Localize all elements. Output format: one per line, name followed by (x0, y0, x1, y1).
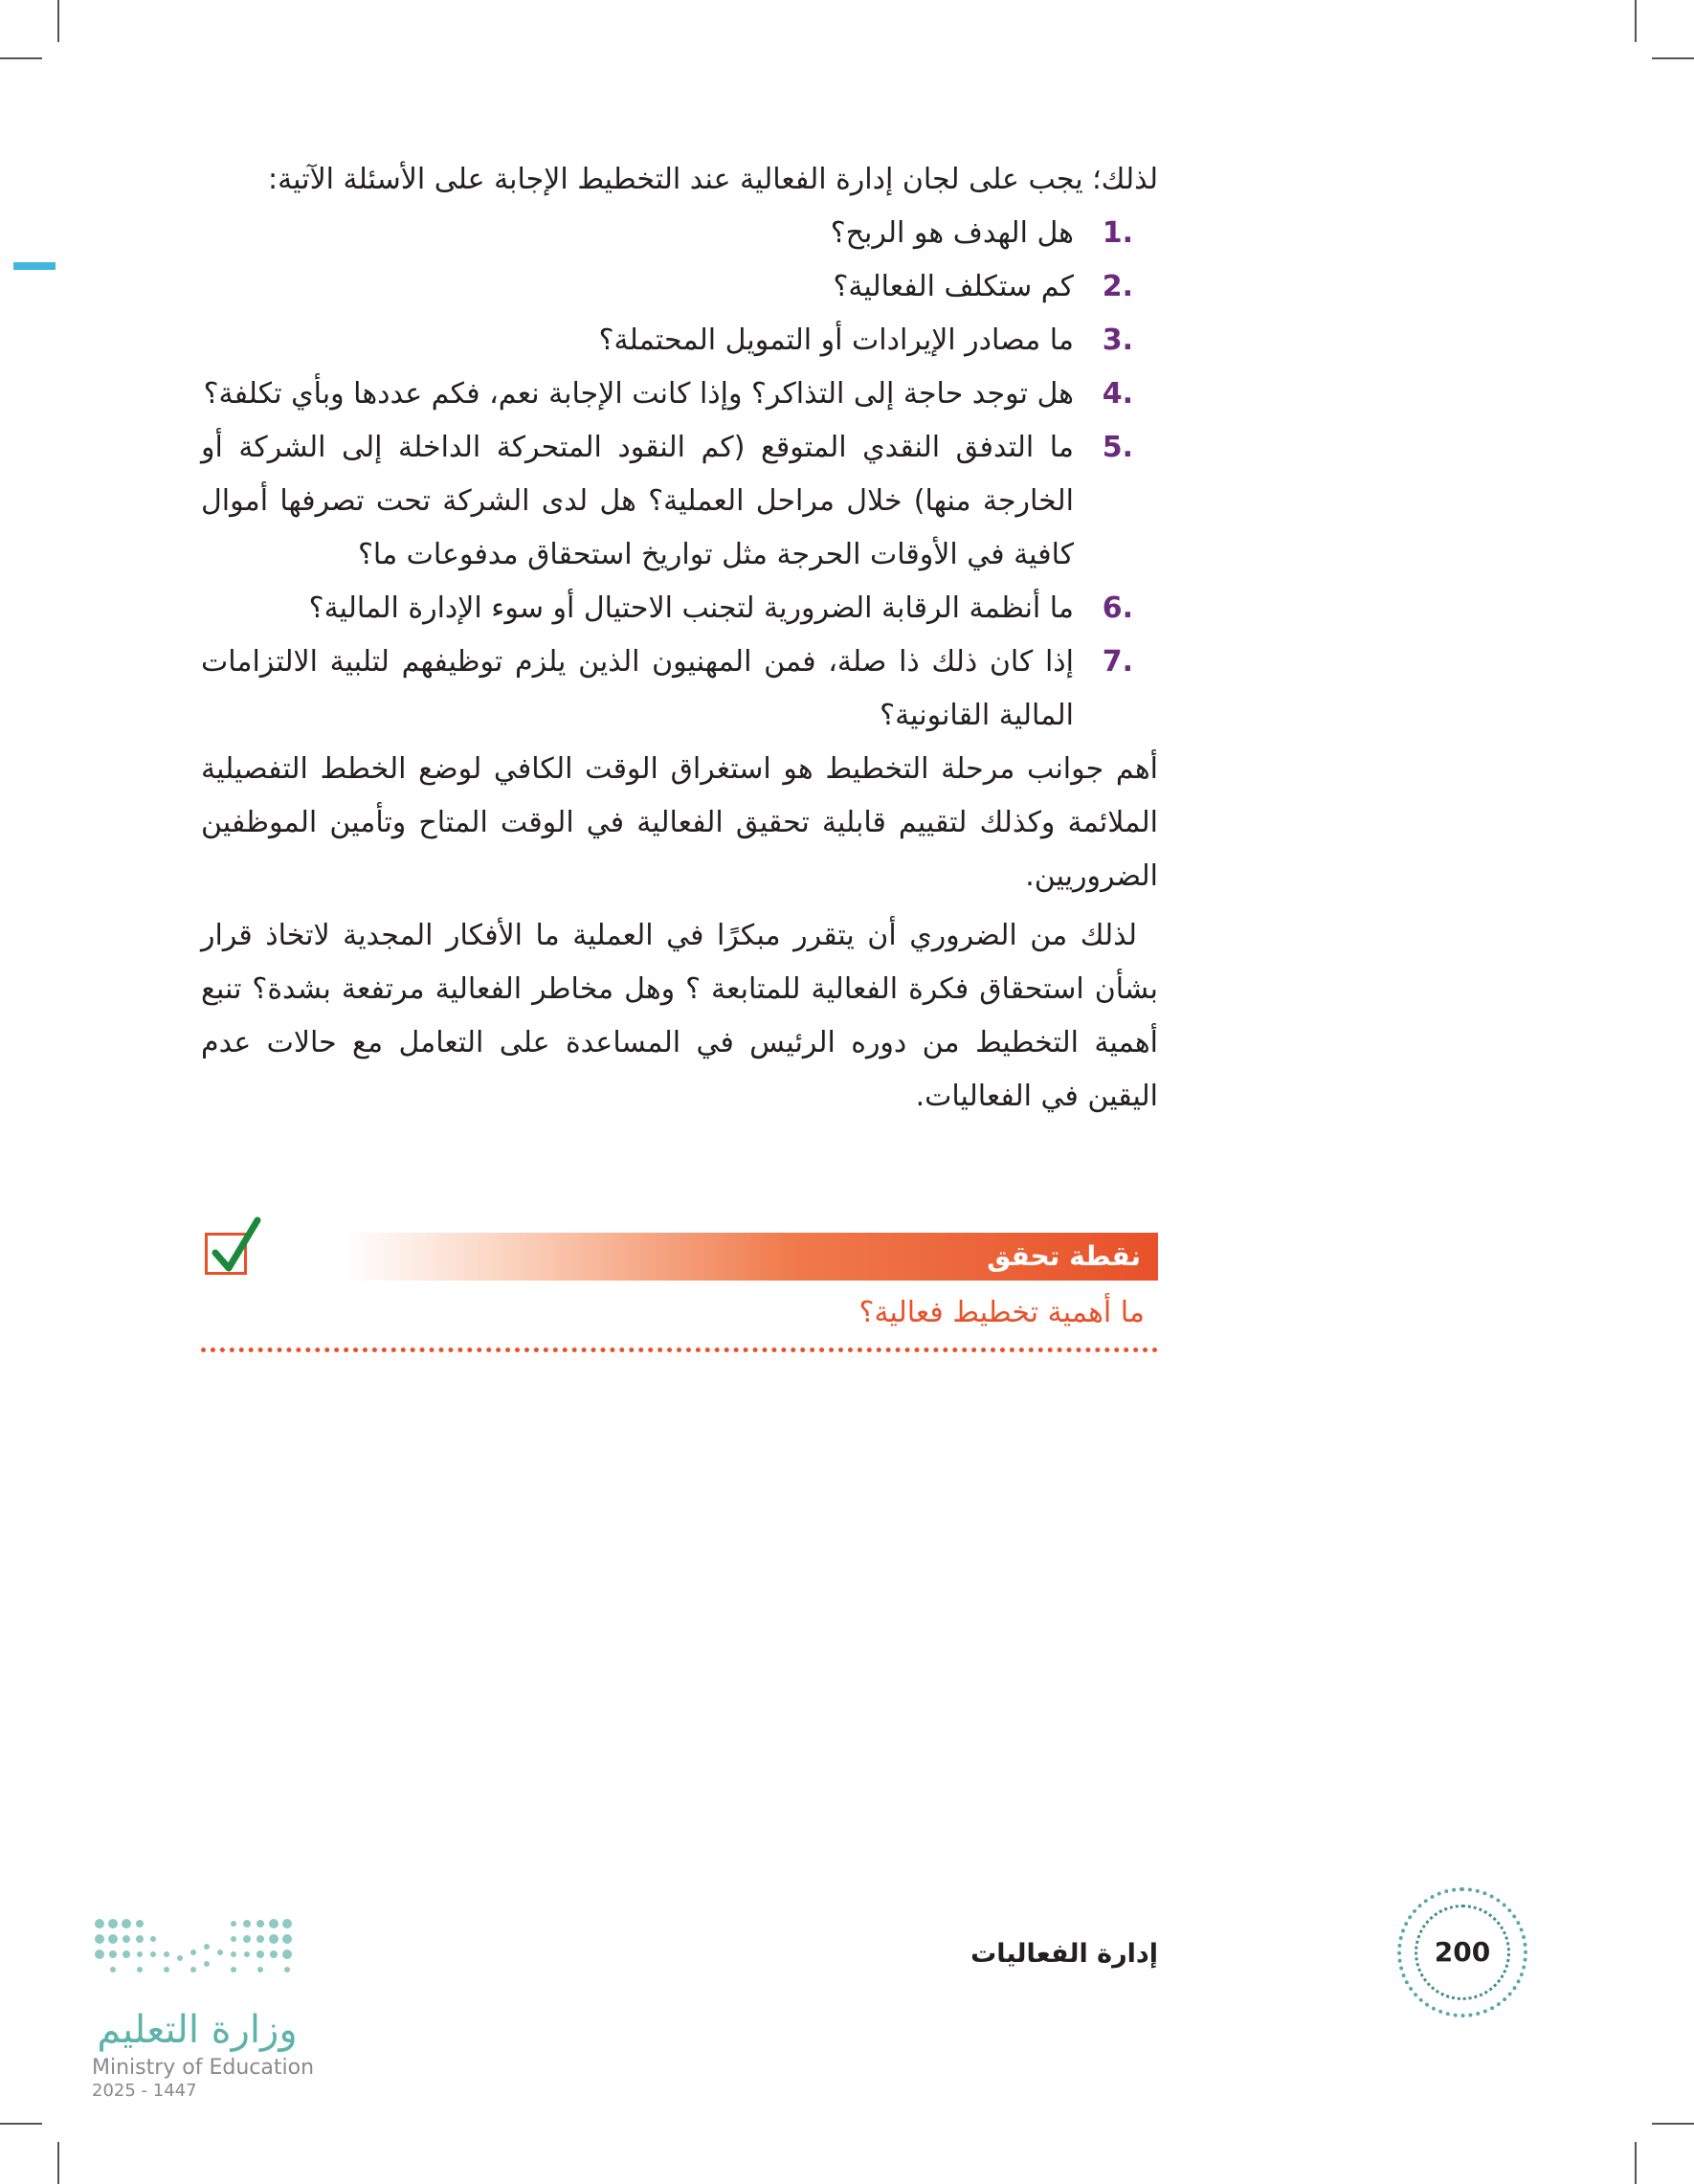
crop-mark (1652, 57, 1694, 59)
crop-mark (57, 2142, 59, 2184)
question-number: .7 (1102, 645, 1133, 679)
checkpoint-header-bar (345, 1233, 1158, 1281)
ministry-logo (92, 1914, 322, 2106)
question-number: .3 (1102, 323, 1133, 357)
crop-mark (1652, 2123, 1694, 2125)
question-item (201, 582, 1158, 635)
crop-mark (0, 57, 42, 59)
question-item (201, 368, 1158, 421)
logo-year-text: 2025 - 1447 (92, 2081, 197, 2101)
body-paragraph: لذلك من الضروري أن يتقرر مبكرًا في العملية ما الأفكار المجدية لاتخاذ قرار بشأن استحقاق فكرة الفعالية للمتابعة ؟ وهل مخاطر الفعالية مرتفعة بشدة؟ تنبع أهمية التخطيط من دوره الرئيس في المساعدة على التعامل مع حالات عدم اليقين في الفعاليات. (201, 919, 1158, 1113)
main-content (201, 153, 1158, 1124)
crop-mark (57, 0, 59, 42)
question-text: إذا كان ذلك ذا صلة، فمن المهنيون الذين يلزم توظيفهم لتلبية الالتزامات المالية القانونية؟ (201, 645, 1074, 732)
question-text: ما التدفق النقدي المتوقع (كم النقود المتحركة الداخلة إلى الشركة أو الخارجة منها) خلال مراحل العملية؟ هل لدى الشركة تحت تصرفها أموال كافية في الأوقات الحرجة مثل تواريخ استحقاق مدفوعات ما؟ (201, 431, 1074, 571)
page-number: 200 (1415, 1905, 1510, 2000)
crop-mark (0, 2123, 42, 2125)
question-item (201, 314, 1158, 368)
questions-list (201, 207, 1158, 743)
question-number: .5 (1102, 431, 1133, 464)
checkpoint-question: ما أهمية تخطيط فعالية؟ (858, 1296, 1145, 1329)
checkpoint-section (201, 1233, 1158, 1357)
question-item (201, 421, 1158, 582)
question-number: .6 (1102, 591, 1133, 625)
crop-mark (1635, 0, 1637, 42)
logo-arabic-text: وزارة التعليم (97, 2008, 298, 2052)
question-item (201, 260, 1158, 314)
page-number-badge (1397, 1887, 1527, 2017)
intro-text: لذلك؛ يجب على لجان إدارة الفعالية عند التخطيط الإجابة على الأسئلة الآتية: (267, 163, 1158, 196)
question-text: هل الهدف هو الربح؟ (830, 216, 1074, 250)
crop-mark (1635, 2142, 1637, 2184)
checkmark-icon (210, 1215, 263, 1276)
checkmark-box-icon (205, 1233, 247, 1275)
dotted-divider (201, 1348, 1158, 1352)
checkpoint-title: نقطة تحقق (987, 1240, 1141, 1272)
logo-english-text: Ministry of Education (92, 2056, 315, 2080)
question-text: ما أنظمة الرقابة الضرورية لتجنب الاحتيال أو سوء الإدارة المالية؟ (308, 591, 1074, 625)
question-text: هل توجد حاجة إلى التذاكر؟ وإذا كانت الإجابة نعم، فكم عددها وبأي تكلفة؟ (203, 377, 1074, 411)
logo-dots-icon (92, 1914, 302, 2000)
question-number: .1 (1102, 216, 1133, 250)
question-text: كم ستكلف الفعالية؟ (833, 270, 1074, 303)
body-paragraph: أهم جوانب مرحلة التخطيط هو استغراق الوقت الكافي لوضع الخطط التفصيلية الملائمة وكذلك لتقييم قابلية تحقيق الفعالية في الوقت المتاح وتأمين الموظفين الضروريين. (201, 752, 1158, 893)
question-number: .4 (1102, 377, 1133, 411)
question-item (201, 635, 1158, 743)
question-number: .2 (1102, 270, 1133, 303)
question-text: ما مصادر الإيرادات أو التمويل المحتملة؟ (598, 323, 1074, 357)
page-edge-marker (13, 262, 56, 270)
question-item (201, 207, 1158, 260)
chapter-title: إدارة الفعاليات (970, 1939, 1158, 1969)
